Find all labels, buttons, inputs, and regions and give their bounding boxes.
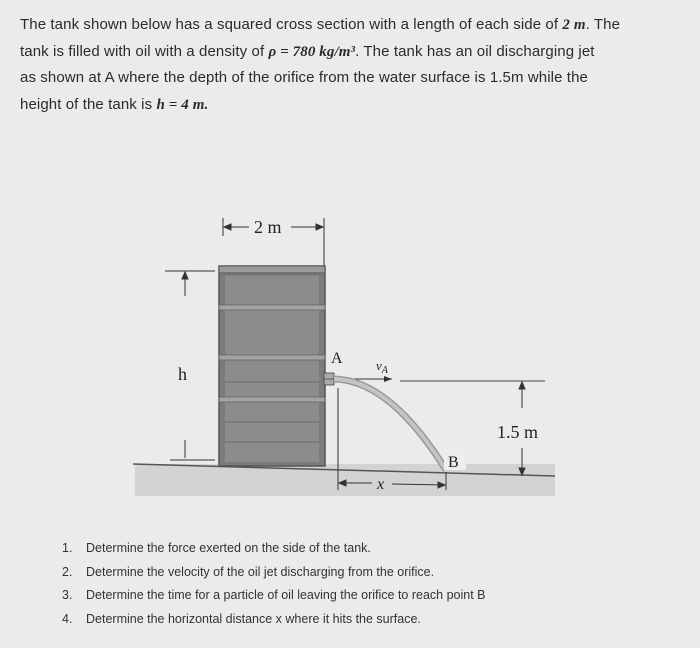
problem-line-4: height of the tank is h = 4 m.: [20, 95, 209, 113]
oil-jet-outline: [334, 379, 446, 470]
problem-line-2: tank is filled with oil with a density of ρ = 780 kg/m³. The tank has an oil discharging jet: [20, 42, 595, 60]
tank-height-value: h = 4 m.: [156, 96, 209, 113]
velocity-arrowhead: [384, 376, 392, 382]
width-label: 2 m: [254, 217, 282, 237]
oil-jet: [334, 379, 446, 470]
velocity-label: $v_A$: [376, 358, 388, 376]
question-item: 2. Determine the velocity of the oil jet discharging from the orifice.: [62, 564, 435, 579]
question-item: 4. Determine the horizontal distance x where it hits the surface.: [62, 611, 421, 626]
height-dimension: [165, 271, 215, 460]
side-length-value: 2 m: [562, 17, 586, 33]
orifice: [324, 373, 334, 385]
problem-line-1: The tank shown below has a squared cross section with a length of each side of 2 m. The: [20, 16, 621, 33]
density-value: ρ = 780 kg/m³: [268, 43, 356, 60]
question-item: 1. Determine the force exerted on the side of the tank.: [62, 541, 371, 555]
point-b-label: B: [448, 454, 459, 471]
height-label: h: [178, 364, 187, 384]
orifice-label: A: [331, 350, 343, 367]
problem-line-3: as shown at A where the depth of the orifice from the water surface is 1.5m while the: [20, 69, 588, 86]
distance-label: x: [377, 476, 385, 493]
tank: [219, 266, 325, 466]
depth-label: 1.5 m: [497, 422, 539, 442]
question-list: [62, 537, 682, 631]
question-item: 3. Determine the time for a particle of oil leaving the orifice to reach point B: [62, 588, 486, 602]
